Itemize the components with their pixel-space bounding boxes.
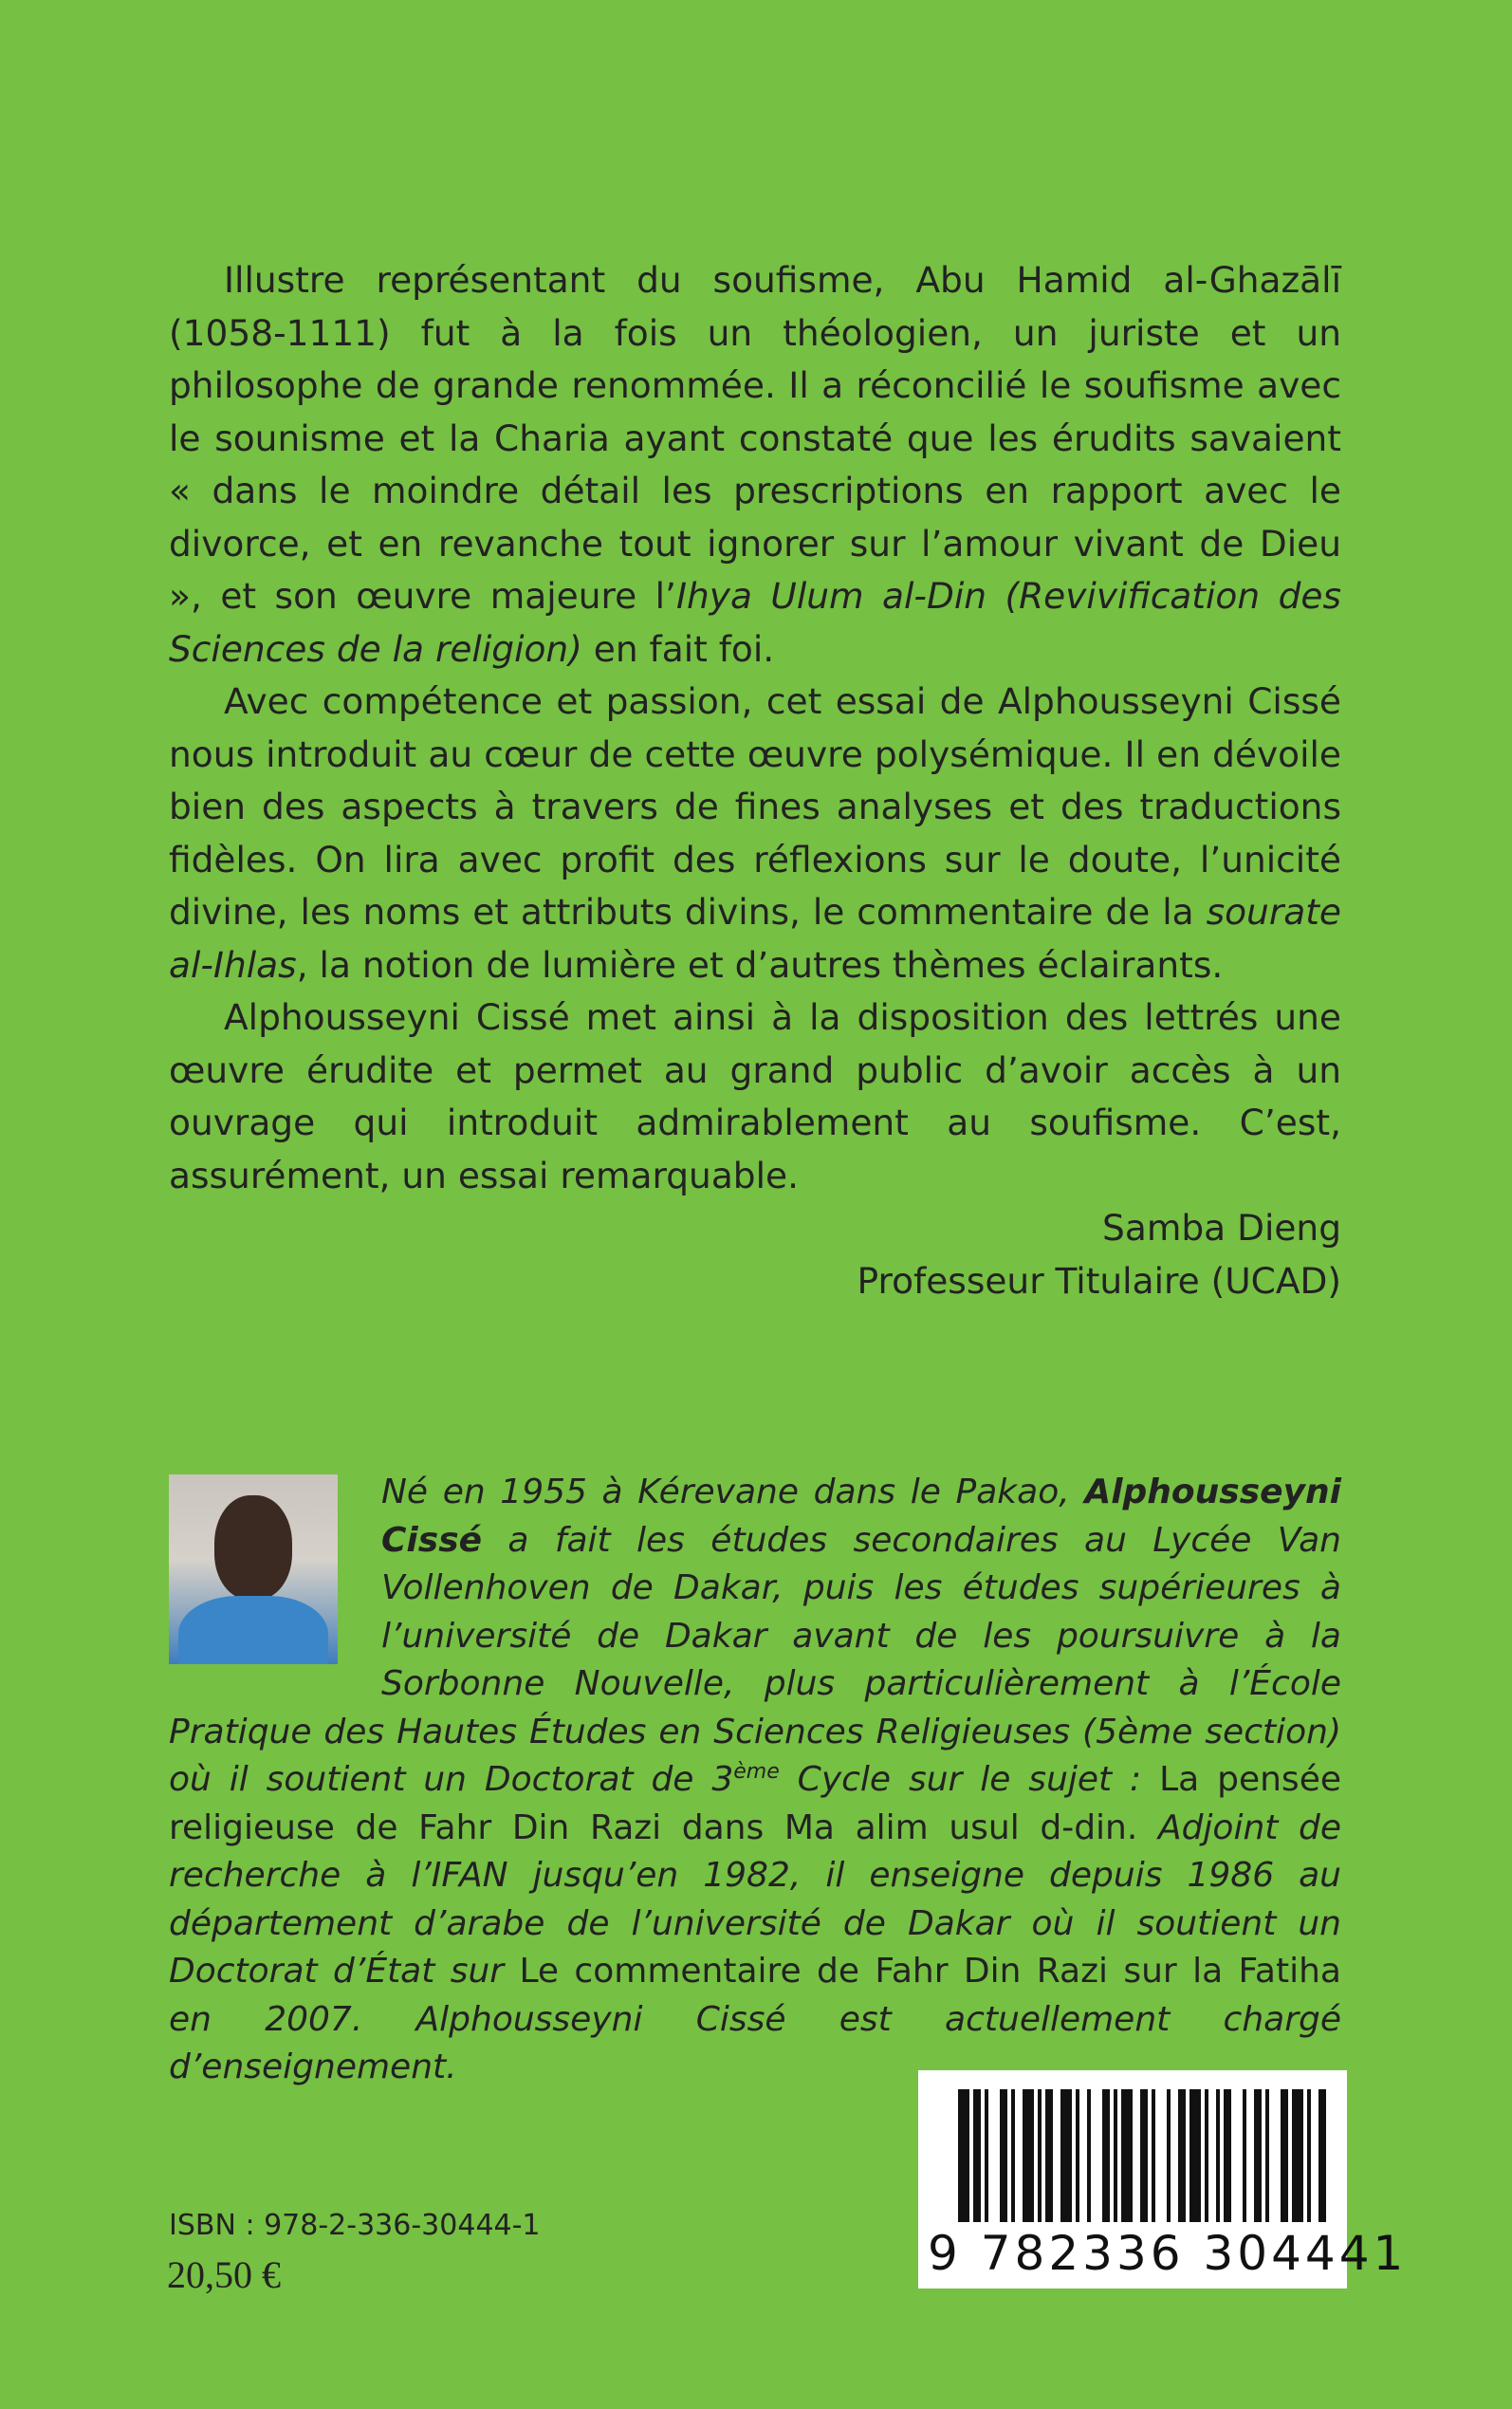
signature-title: Professeur Titulaire (UCAD): [857, 1259, 1341, 1302]
signature-name: Samba Dieng: [1102, 1207, 1341, 1249]
barcode: [918, 2070, 1408, 2289]
book-title-italic: Ihya Ulum al-Din (Revivification des Sciences de la religion): [169, 575, 1341, 670]
author-name: Alphousseyni Cissé: [381, 1473, 1341, 1560]
blurb-paragraph-2: Avec compétence et passion, cet essai de Alphousseyni Cissé nous introduit au cœur de cette œuvre polysémique. Il en dévoile bien des aspects à travers de fines analyses et des traductions fidèles. On lira avec profit des réflexions sur le doute, l’unicité divine, les noms et attributs divins, le commentaire de la sourate al-Ihlas, la notion de lumière et d’autres thèmes éclairants.: [169, 680, 1341, 986]
author-photo: [169, 1474, 338, 1664]
blurb-text: [169, 254, 1341, 1307]
sourate-italic: sourate al-Ihlas: [169, 891, 1341, 986]
blurb-paragraph-1: Illustre représentant du soufisme, Abu Hamid al-Ghazālī (1058-1111) fut à la fois un théologien, un juriste et un philosophe de grande renommée. Il a réconcilié le soufisme avec le sounisme et la Charia ayant constaté que les érudits savaient « dans le moindre détail les prescriptions en rapport avec le divorce, et en revanche tout ignorer sur l’amour vivant de Dieu », et son œuvre majeure l’Ihya Ulum al-Din (Revivification des Sciences de la religion) en fait foi.: [169, 259, 1341, 670]
isbn: ISBN : 978-2-336-30444-1: [169, 2209, 541, 2242]
barcode-digits: 9 782336 304441: [928, 2226, 1408, 2281]
price: 20,50 €: [167, 2253, 281, 2296]
blurb-paragraph-3: Alphousseyni Cissé met ainsi à la disposition des lettrés une œuvre érudite et permet au grand public d’avoir accès à un ouvrage qui introduit admirablement au soufisme. C’est, assurément, un essai remarquable.: [169, 996, 1341, 1196]
author-bio: Né en 1955 à Kérevane dans le Pakao, Alphousseyni Cissé a fait les études secondaires au Lycée Van Vollenhoven de Dakar, puis les études supérieures à l’université de Dakar avant de les poursuivre à la Sorbonne Nouvelle, plus particulièrement à l’École Pratique des Hautes Études en Sciences Religieuses (5ème section) où il soutient un Doctorat de 3ème Cycle sur le sujet : La pensée religieuse de Fahr Din Razi dans Ma alim usul d-din. Adjoint de recherche à l’IFAN jusqu’en 1982, il enseigne depuis 1986 au département d’arabe de l’université de Dakar où il soutient un Doctorat d’État sur Le commentaire de Fahr Din Razi sur la Fatiha en 2007. Alphousseyni Cissé est actuellement chargé d’enseignement.: [169, 1473, 1342, 2086]
